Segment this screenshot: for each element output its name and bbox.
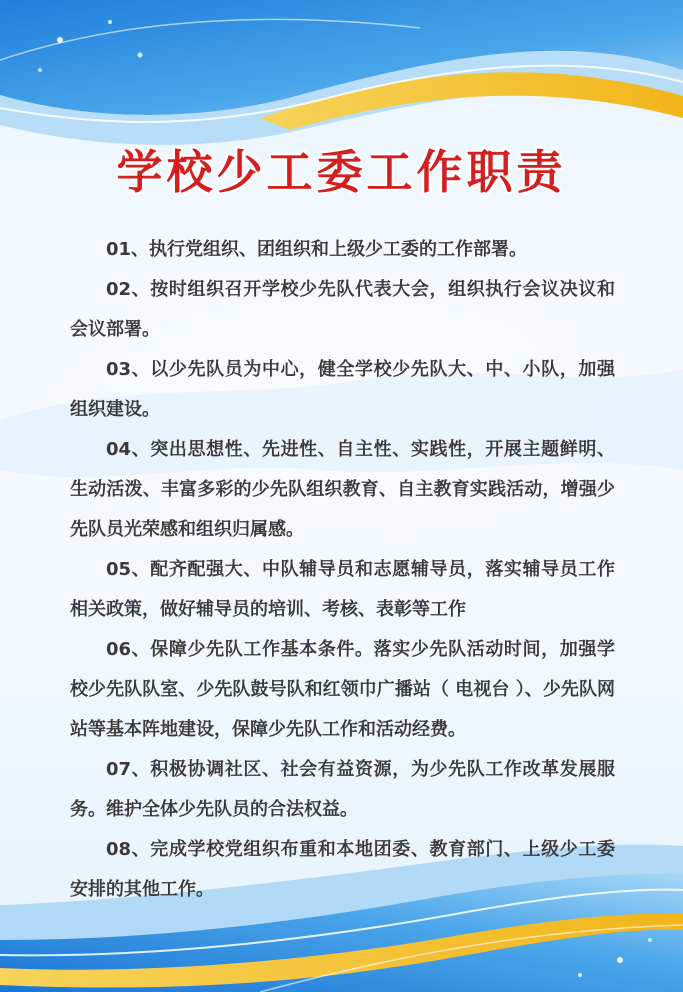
duty-item-01: 01、执行党组织、团组织和上级少工委的工作部署。 [106,239,528,260]
duties-list [70,230,615,910]
duty-item-07: 07、积极协调社区、社会有益资源，为少先队工作改革发展服务。维护全体少先队员的合法权益。 [70,759,615,820]
duty-item-03: 03、以少先队员为中心，健全学校少先队大、中、小队，加强组织建设。 [70,359,615,420]
duty-item-08: 08、完成学校党组织布重和本地团委、教育部门、上级少工委安排的其他工作。 [70,839,615,900]
duty-item-02: 02、按时组织召开学校少先队代表大会，组织执行会议决议和会议部署。 [70,279,615,340]
duty-item-06: 06、保障少先队工作基本条件。落实少先队活动时间，加强学校少先队队室、少先队鼓号队和红领巾广播站（ 电视台 ）、少先队网站等基本阵地建设，保障少先队工作和活动经费。 [70,639,615,740]
duty-item-04: 04、突出思想性、先进性、自主性、实践性，开展主题鲜明、生动活泼、丰富多彩的少先队组织教育、自主教育实践活动，增强少先队员光荣感和组织归属感。 [70,439,615,540]
poster-title: 学校少工委工作职责 [116,145,567,199]
duty-item-05: 05、配齐配强大、中队辅导员和志愿辅导员，落实辅导员工作相关政策，做好辅导员的培训、考核、表彰等工作 [70,559,615,620]
